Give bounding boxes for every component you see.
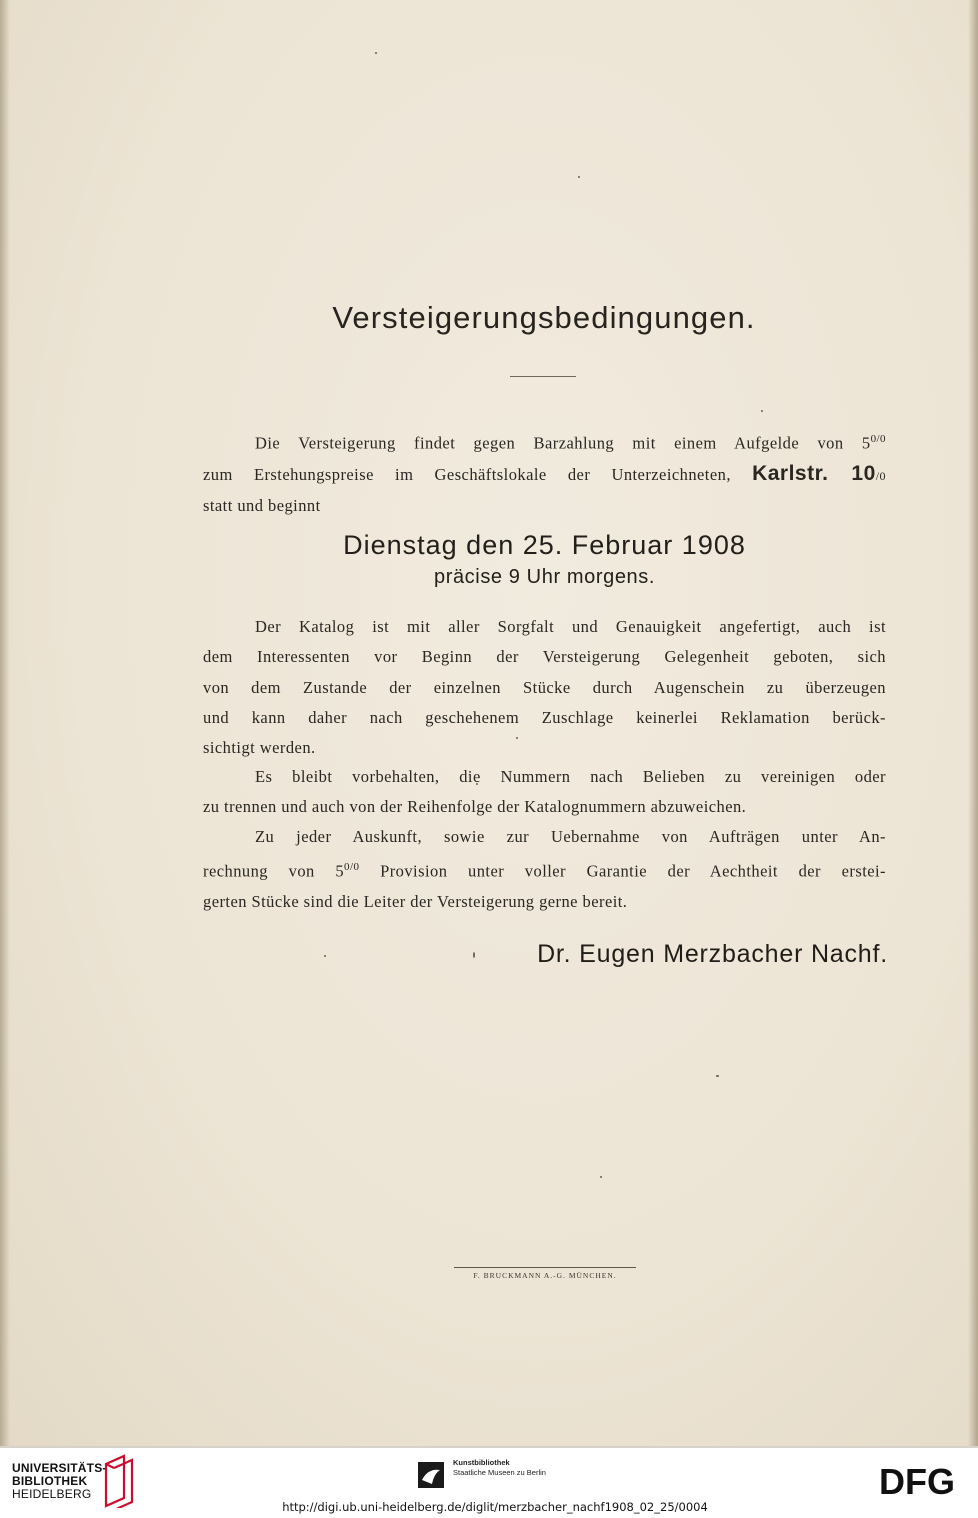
paragraph1-line3: statt und beginnt [203,496,321,516]
footer-divider [0,1446,978,1448]
document-title: Versteigerungsbedingungen. [332,300,756,335]
paragraph-catalog [203,612,886,763]
paragraph-commissions [203,822,886,917]
paragraph1-line1: Die Versteigerung findet gegen Barzahlung mit einem Aufgelde von $5^{0/0}$ [255,433,886,453]
page-edge-left [0,0,10,1446]
svg-text:DFG: DFG [879,1464,955,1498]
paragraph2-line: sichtigt werden. [203,738,316,758]
dfg-logo-icon[interactable] [868,1464,966,1498]
paragraph3-line: zu trennen und auch von der Reihenfolge der Katalognummern abzuweichen. [203,797,747,817]
paragraph1-line2: zum Erstehungspreise im Geschäftslokale der Unterzeichneten, Karlstr. 10/0 [203,461,886,485]
paragraph4-line1: Zu jeder Auskunft, sowie zur Uebernahme von Aufträgen unter An- [255,827,886,846]
paragraph2-line: Der Katalog ist mit aller Sorgfalt und Genauigkeit angefertigt, auch ist [255,617,886,636]
paragraph-reservation [203,762,886,823]
permalink-url[interactable]: http://digi.ub.uni-heidelberg.de/diglit/merzbacher_nachf1908_02_25/0004 [282,1500,708,1514]
signature-firm: Dr. Eugen Merzbacher Nachf. [537,940,888,968]
address: Karlstr. 10 [752,461,876,485]
paragraph2-line: und kann daher nach geschehenem Zuschlage keinerlei Reklamation berück- [203,707,886,727]
paragraph4-line2: rechnung von $5^{0/0}$ Provision unter voller Garantie der Aechtheit der erstei- [203,861,886,881]
paragraph3-line: Es bleibt vorbehalten, die Nummern nach Belieben zu vereinigen oder [255,767,886,786]
paragraph4-line3: gerten Stücke sind die Leiter der Versteigerung gerne bereit. [203,892,628,912]
kunstbibliothek-logo-icon[interactable] [416,1460,446,1490]
printer-imprint: F. BRUCKMANN A.-G. MÜNCHEN. [473,1271,617,1280]
paragraph2-line: dem Interessenten vor Beginn der Versteigerung Gelegenheit geboten, sich [203,647,886,667]
auction-time: präcise 9 Uhr morgens. [433,566,656,588]
paragraph2-line: von dem Zustande der einzelnen Stücke durch Augenschein zu überzeugen [203,677,886,697]
printer-divider [454,1267,636,1268]
digitization-footer [0,1446,978,1518]
title-divider [510,376,576,377]
kunstbibliothek-name: Kunstbibliothek Staatliche Museen zu Berlin [453,1458,546,1477]
auction-date: Dienstag den 25. Februar 1908 [343,530,746,560]
university-library-name[interactable]: UNIVERSITÄTS- BIBLIOTHEK HEIDELBERG [12,1461,107,1501]
page-edge-right [968,0,978,1446]
paragraph-auction-terms [203,424,886,521]
